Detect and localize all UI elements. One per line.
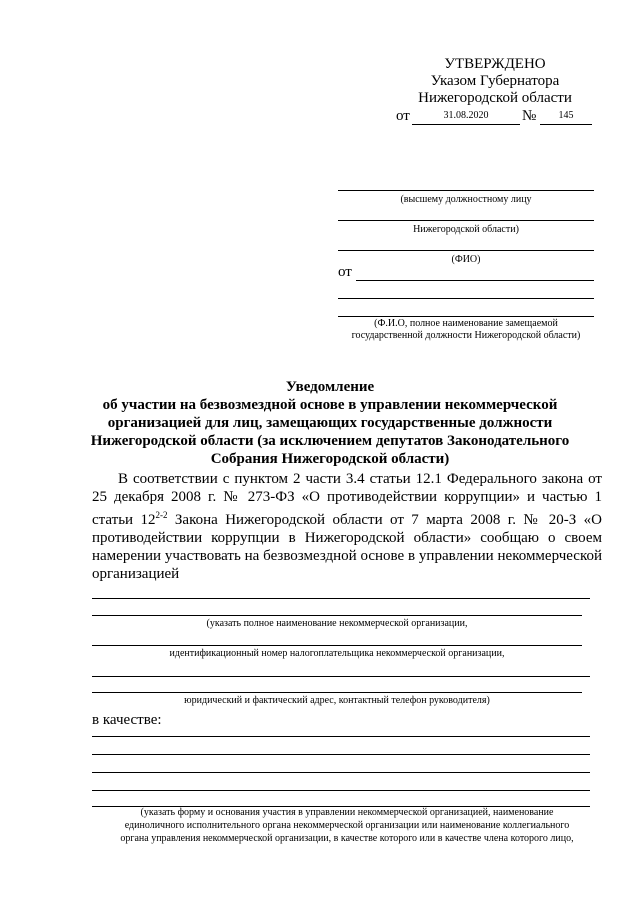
paragraph-text-1: В соответствии с пунктом 2 части 3.4 статьи 12.1 Федерального закона от 25 декабря 2008 г. № 273-ФЗ «О противодействии коррупции» и частью 1 статьи 12 [92,471,602,528]
org-line-1 [92,598,590,599]
role-line-2 [92,754,590,755]
approval-heading: УТВЕРЖДЕНО [444,56,546,72]
addressee-line-3 [338,250,594,251]
addressee-hint-position [330,318,602,342]
addressee-hint-region: Нижегородской области) [413,224,519,235]
title-line-2: об участии на безвозмездной основе в управлении некоммерческой [102,397,558,413]
date-underline [412,124,520,125]
role-hint-line-2: единоличного исполнительного органа некоммерческой организации или наименование коллегиального [124,820,570,831]
role-line-4 [92,790,590,791]
paragraph-superscript: 2-2 [155,510,168,520]
addressee-line-2 [338,220,594,221]
paragraph-text-2: Закона Нижегородской области от 7 марта 2008 г. № 20-З «О противодействии коррупции в Нижегородской области» сообщаю о своем намерении участвовать на безвозмездной основе в управлении некоммерческой организацией [92,512,602,582]
addressee-hint-official: (высшему должностному лицу [400,194,532,205]
org-line-2 [92,615,582,616]
hint-inn: идентификационный номер налогоплательщика некоммерческой организации, [169,648,505,659]
addressee-line-1 [338,190,594,191]
addressee-hint-position-line1: (Ф.И.О, полное наименование замещаемой [374,318,558,329]
hint-org-name: (указать полное наименование некоммерческой организации, [206,618,468,629]
approval-date-prefix: от [396,108,410,124]
role-hint [92,806,602,845]
from-label: от [338,264,352,280]
number-sign: № [522,108,537,124]
number-underline [540,124,592,125]
org-line-4 [92,676,590,677]
title-line-4: Нижегородской области (за исключением депутатов Законодательного [90,433,570,449]
org-line-5 [92,692,582,693]
approval-date: 31.08.2020 [443,110,489,121]
document-title [60,378,600,468]
approval-decree: Указом Губернатора [430,73,560,89]
addressee-hint-position-line2: государственной должности Нижегородской области) [351,330,581,341]
addressee-line-4 [338,298,594,299]
role-line-1 [92,736,590,737]
hint-address: юридический и фактический адрес, контактный телефон руководителя) [184,695,490,706]
from-line [356,280,594,281]
role-line-3 [92,772,590,773]
title-line-1: Уведомление [285,379,375,395]
approval-number: 145 [558,110,574,121]
org-line-3 [92,645,582,646]
addressee-line-5 [338,316,594,317]
notice-paragraph [92,470,602,583]
title-line-3: организацией для лиц, замещающих государственные должности [107,415,553,431]
title-line-5: Собрания Нижегородской области) [210,451,450,467]
role-hint-line-1: (указать форму и основания участия в управлении некоммерческой организацией, наименование [140,807,554,818]
addressee-hint-fio: (ФИО) [451,254,481,265]
approval-region: Нижегородской области [418,90,572,106]
as-label: в качестве: [92,712,162,728]
role-hint-line-3: органа управления некоммерческой организации, в качестве которого или в качестве члена которого лицо, [120,833,574,844]
